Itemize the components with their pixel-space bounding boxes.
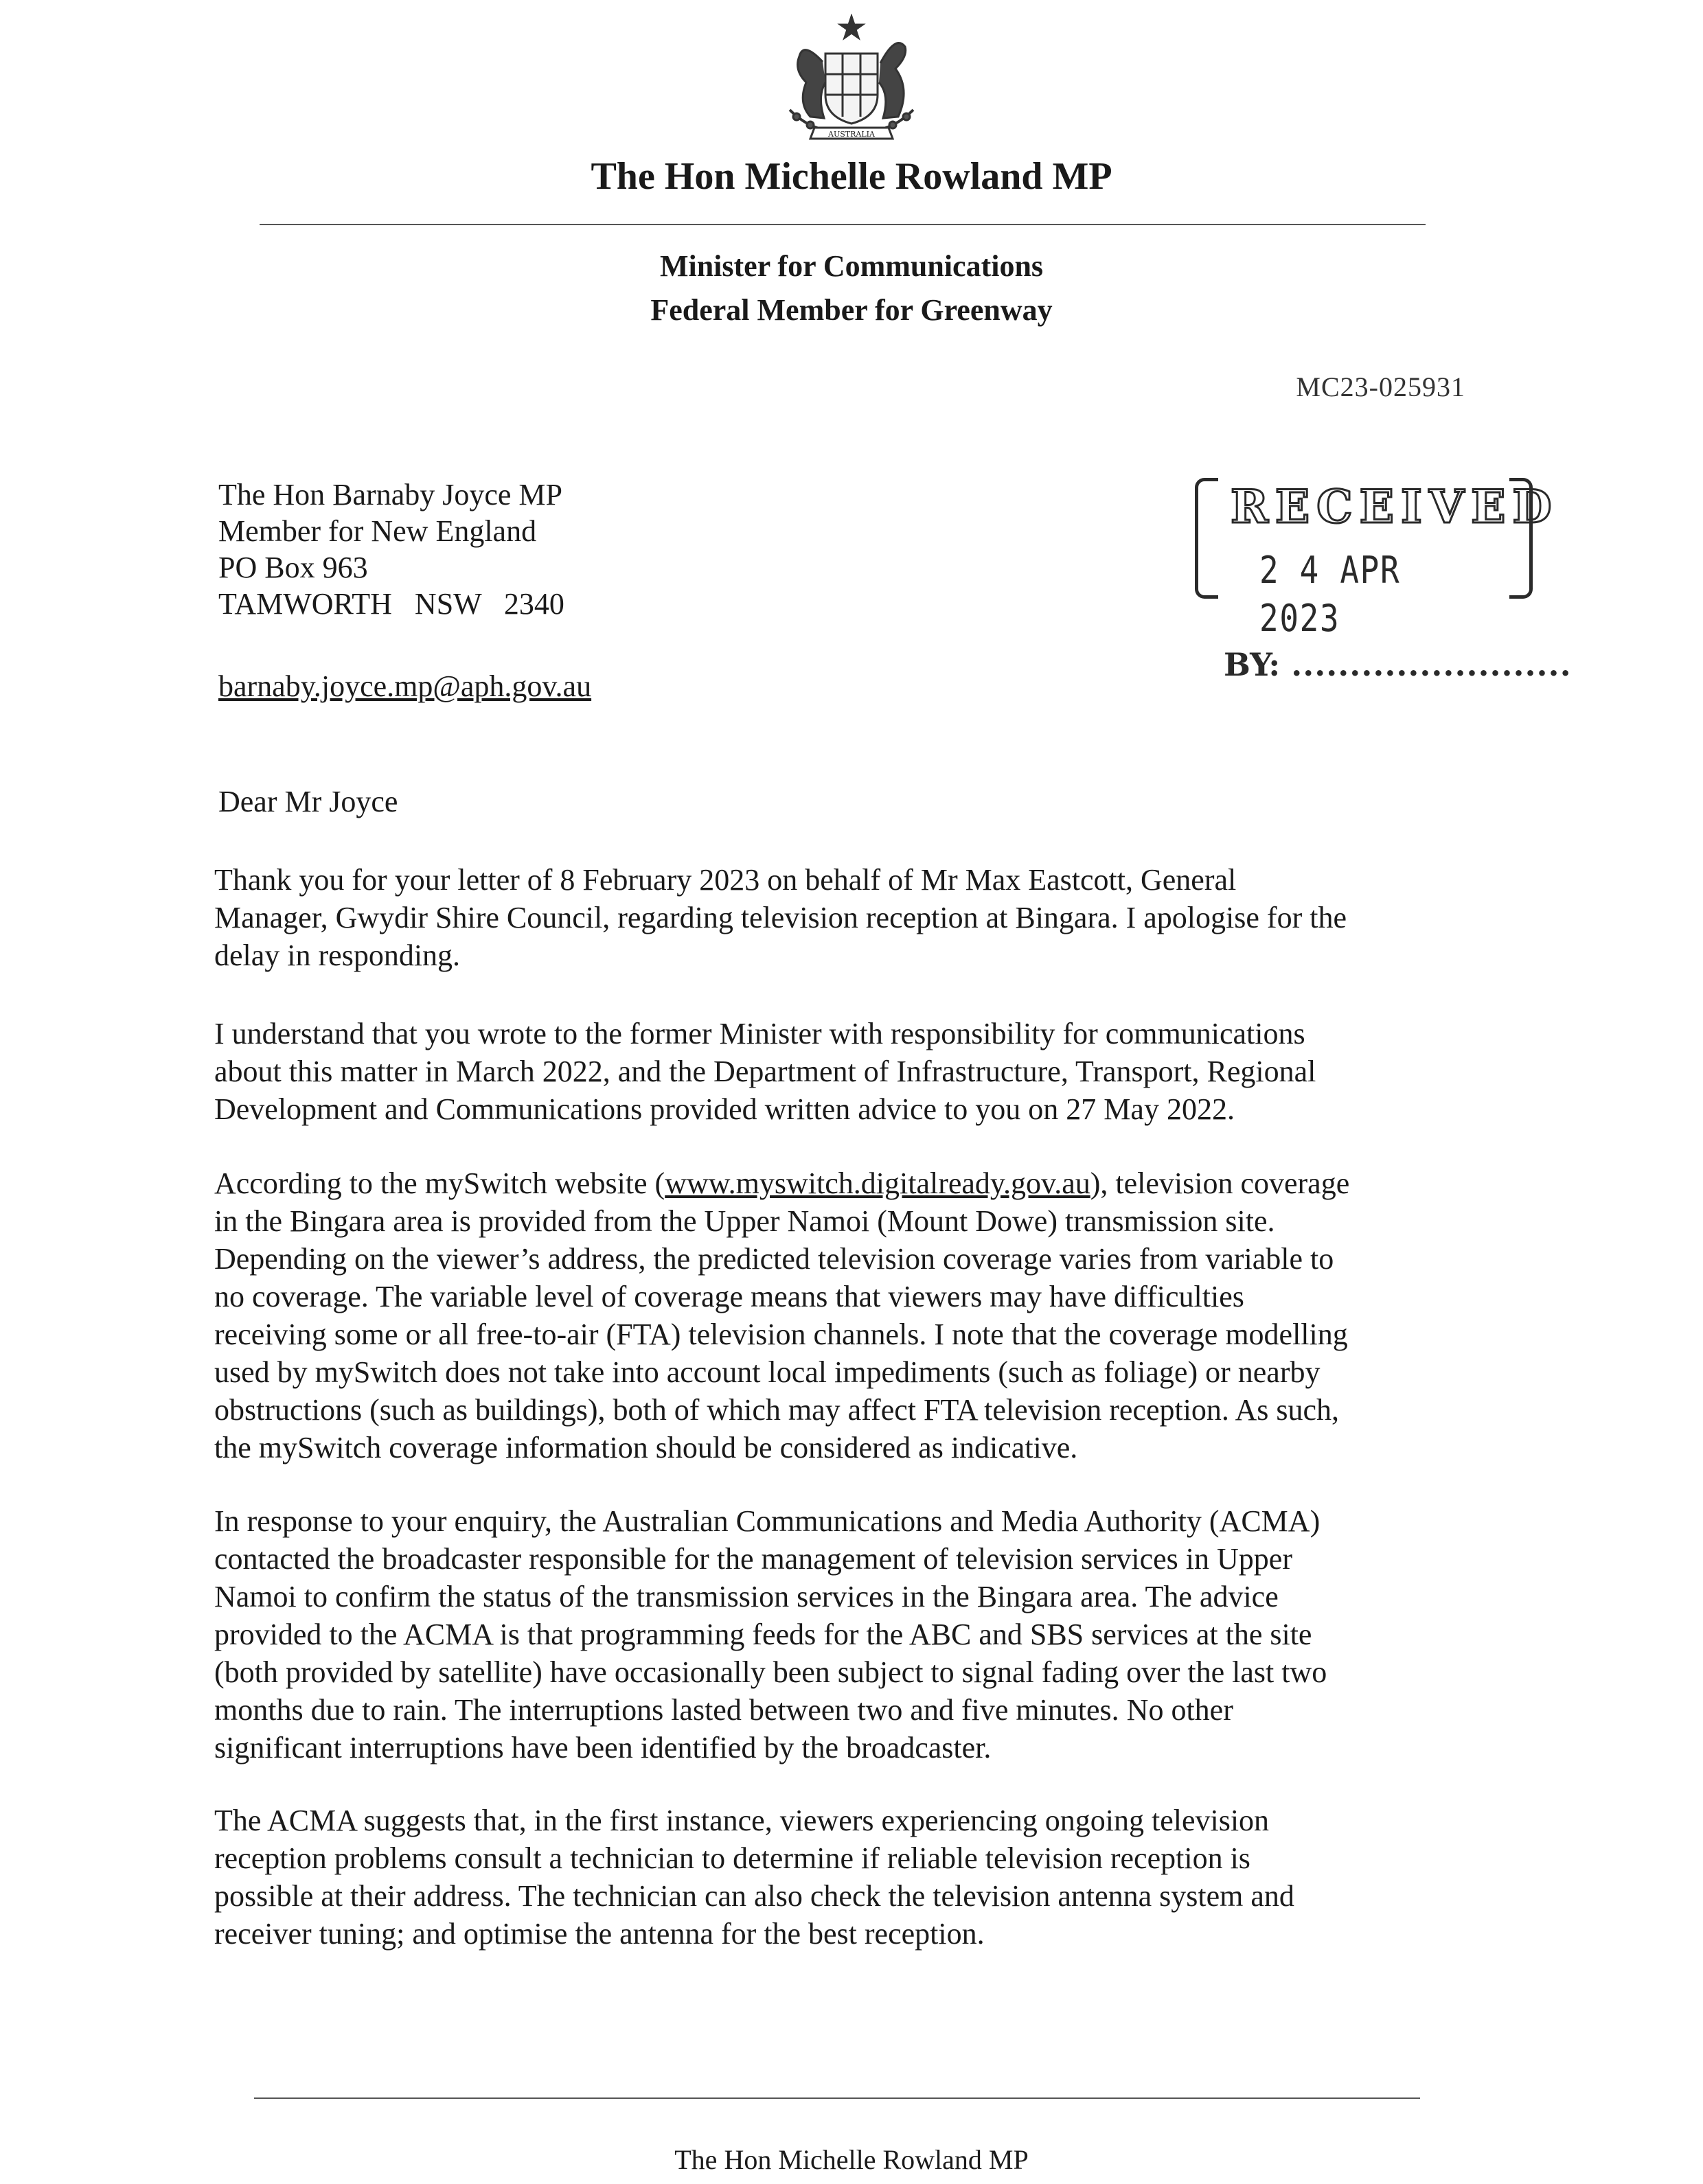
paragraph-myswitch — [214, 1164, 1471, 1467]
stamp-by-label: BY: — [1224, 646, 1281, 683]
paragraph-background — [214, 1015, 1471, 1128]
paragraph-line: Thank you for your letter of 8 February 2023 on behalf of Mr Max Eastcott, General — [214, 863, 1237, 897]
stamp-date: 2 4 APR 2023 — [1259, 549, 1401, 640]
paragraph-line: Manager, Gwydir Shire Council, regarding television reception at Bingara. I apologise for the — [214, 901, 1347, 934]
paragraph-line: Development and Communications provided written advice to you on 27 May 2022. — [214, 1092, 1235, 1126]
paragraph-line: delay in responding. — [214, 939, 461, 972]
paragraph-line: provided to the ACMA is that programming feeds for the ABC and SBS services at the site — [214, 1618, 1312, 1651]
minister-title: Minister for Communications — [659, 249, 1044, 283]
stamp-bracket-right — [1509, 478, 1533, 599]
address-line: Member for New England — [218, 514, 537, 548]
footer-divider — [254, 2097, 1420, 2099]
stamp-by-dots: ........................ — [1291, 646, 1572, 683]
paragraph-line: significant interruptions have been identified by the broadcaster. — [214, 1731, 992, 1765]
paragraph-line: receiver tuning; and optimise the antenna for the best reception. — [214, 1917, 985, 1951]
paragraph-line: Depending on the viewer’s address, the predicted television coverage varies from variable to — [214, 1242, 1334, 1276]
received-stamp — [1195, 478, 1559, 640]
paragraph-line: (both provided by satellite) have occasionally been subject to signal fading over the last two — [214, 1655, 1327, 1689]
crest-star — [841, 16, 862, 38]
stamp-received-text: RECEIVED — [1231, 480, 1559, 533]
paragraph-line: the mySwitch coverage information should be considered as indicative. — [214, 1431, 1078, 1464]
paragraph-line: contacted the broadcaster responsible for the management of television services in Upper — [214, 1542, 1292, 1576]
paragraph-line: obstructions (such as buildings), both of which may affect FTA television reception. As such, — [214, 1393, 1340, 1427]
paragraph-line: months due to rain. The interruptions lasted between two and five minutes. No other — [214, 1693, 1233, 1727]
myswitch-website-link[interactable]: www.myswitch.digitalready.gov.au — [665, 1166, 1090, 1200]
paragraph-line: about this matter in March 2022, and the Department of Infrastructure, Transport, Regional — [214, 1055, 1316, 1088]
paragraph-line: I understand that you wrote to the former Minister with responsibility for communications — [214, 1017, 1305, 1050]
footer-name: The Hon Michelle Rowland MP — [674, 2144, 1029, 2175]
paragraph-line: in the Bingara area is provided from the Upper Namoi (Mount Dowe) transmission site. — [214, 1204, 1275, 1238]
paragraph-text: According to the mySwitch website ( — [214, 1166, 665, 1200]
paragraph-line — [214, 1164, 1471, 1202]
address-line: TAMWORTH NSW 2340 — [218, 587, 564, 621]
paragraph-line: reception problems consult a technician to determine if reliable television reception is — [214, 1841, 1250, 1875]
letterhead-name: The Hon Michelle Rowland MP — [591, 155, 1112, 198]
crest-shield — [825, 54, 878, 124]
crest-kangaroo — [798, 50, 825, 118]
paragraph-line: In response to your enquiry, the Australian Communications and Media Authority (ACMA) — [214, 1504, 1321, 1538]
address-line: PO Box 963 — [218, 551, 368, 584]
recipient-address — [218, 476, 564, 622]
paragraph-acma-suggestion — [214, 1802, 1471, 1953]
coat-of-arms-crest — [748, 14, 955, 144]
paragraph-acma-response — [214, 1502, 1471, 1767]
crest-emu — [879, 43, 906, 118]
salutation: Dear Mr Joyce — [218, 785, 398, 818]
address-line: The Hon Barnaby Joyce MP — [218, 478, 563, 511]
paragraph-line: Namoi to confirm the status of the transmission services in the Bingara area. The advice — [214, 1580, 1279, 1613]
paragraph-line: used by mySwitch does not take into account local impediments (such as foliage) or nearby — [214, 1355, 1321, 1389]
member-title: Federal Member for Greenway — [650, 293, 1053, 327]
paragraph-text: ), television coverage — [1090, 1166, 1350, 1200]
reference-number: MC23-025931 — [1296, 371, 1465, 402]
stamp-bracket-left — [1195, 478, 1218, 599]
header-divider — [260, 224, 1426, 225]
stamp-by-line — [1224, 644, 1572, 685]
crest-scroll-text: AUSTRALIA — [828, 130, 875, 139]
recipient-email-link[interactable]: barnaby.joyce.mp@aph.gov.au — [218, 669, 592, 703]
paragraph-line: The ACMA suggests that, in the first instance, viewers experiencing ongoing television — [214, 1804, 1270, 1837]
paragraph-line: no coverage. The variable level of coverage means that viewers may have difficulties — [214, 1280, 1244, 1313]
paragraph-line: possible at their address. The technician can also check the television antenna system and — [214, 1879, 1294, 1913]
paragraph-line: receiving some or all free-to-air (FTA) television channels. I note that the coverage modelling — [214, 1318, 1348, 1351]
paragraph-thanks — [214, 861, 1471, 974]
